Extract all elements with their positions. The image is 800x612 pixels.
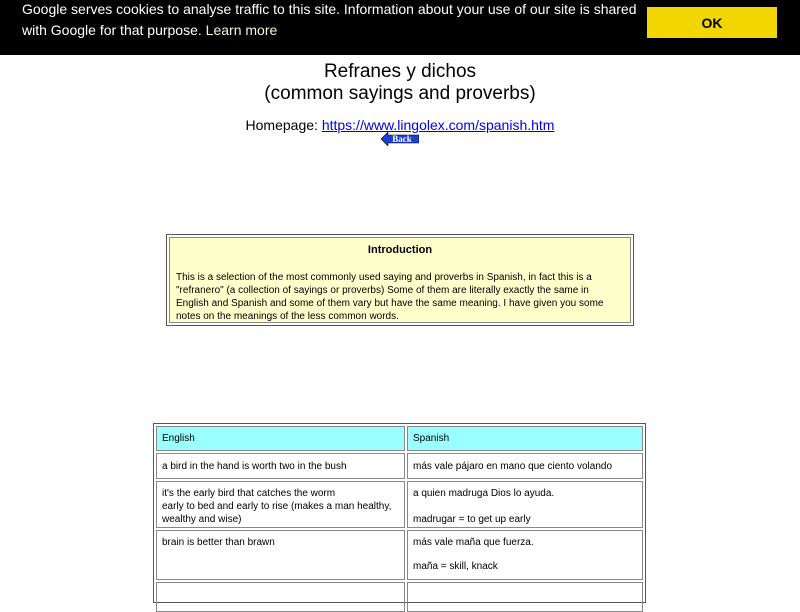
english-proverb: it's the early bird that catches the worm [162,488,336,499]
table-row-spanish [407,481,643,528]
spanish-note: madrugar = to get up early [413,514,531,525]
cookie-ok-button[interactable]: OK [647,7,777,38]
table-row-english: a bird in the hand is worth two in the bush [156,453,405,479]
page-title: Refranes y dichos [323,61,477,82]
back-button[interactable] [381,132,419,146]
back-arrow-icon [381,132,419,146]
introduction-title: Introduction [367,244,433,256]
back-label: Back [392,134,412,145]
spanish-note: maña = skill, knack [413,561,498,572]
proverbs-table [153,423,646,603]
spanish-proverb: a quien madruga Dios lo ayuda. [413,488,555,499]
table-row-english [156,582,405,612]
table-row-english [156,481,405,528]
learn-more-link[interactable]: Learn more [205,22,278,38]
table-row-spanish [407,530,643,580]
column-header-spanish: Spanish [407,426,643,451]
introduction-body: This is a selection of the most commonly used saying and proverbs in Spanish, in fact this is a "refranero" (a collection of sayings or proverbs) Some of them are literally exactly the same in English and Spanish and some of them vary but have the same meaning. I have given you some notes on the meanings of the less common words. [176,272,604,322]
homepage-link[interactable]: https://www.lingolex.com/spanish.htm [321,117,555,133]
homepage-label: Homepage: [245,117,318,133]
cookie-consent-bar [0,0,800,55]
introduction-inner [169,237,631,323]
english-proverb-alt: early to bed and early to rise (makes a man healthy, wealthy and wise) [162,501,392,525]
page-subtitle: (common sayings and proverbs) [264,83,536,104]
spanish-proverb: más vale maña que fuerza. [413,537,534,548]
table-row-english: brain is better than brawn [156,530,405,580]
cookie-message [22,0,647,41]
introduction-box [166,234,634,326]
column-header-english: English [156,426,405,451]
cookie-message-text: Google serves cookies to analyse traffic to this site. Information about your use of our site is shared with Google for that purpose. [22,1,637,38]
homepage-line [0,117,800,133]
table-row-spanish [407,582,643,612]
table-row-spanish: más vale pájaro en mano que ciento volando [407,453,643,479]
